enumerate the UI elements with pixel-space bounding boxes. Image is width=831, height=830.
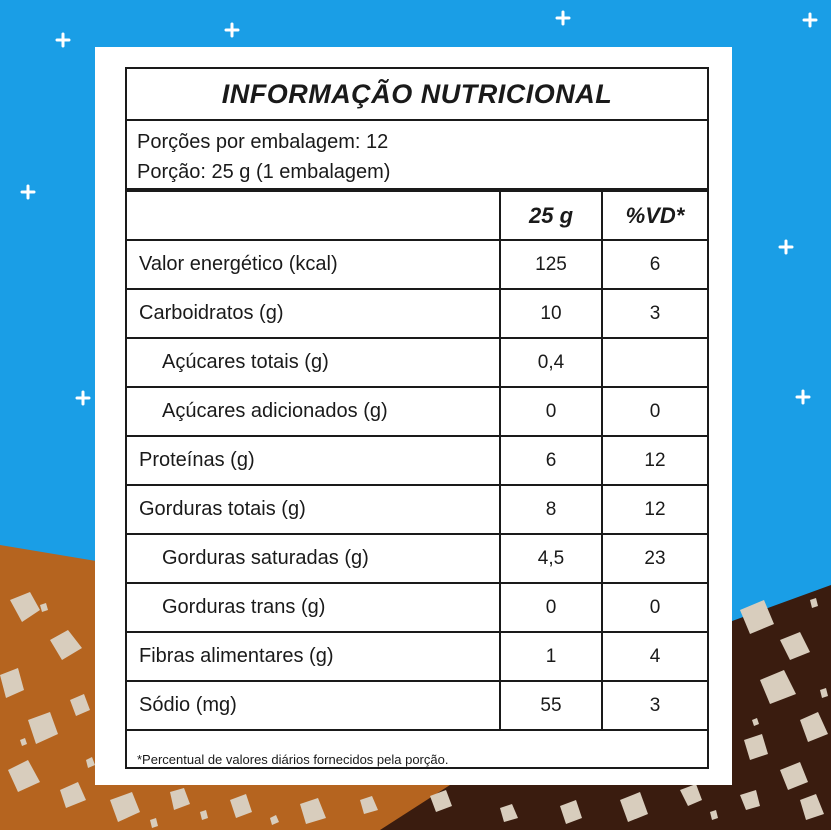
nutrient-name: Fibras alimentares (g) bbox=[127, 633, 499, 682]
nutrient-amount: 4,5 bbox=[499, 535, 603, 584]
nutrient-amount: 0,4 bbox=[499, 339, 603, 388]
nutrient-dv: 12 bbox=[603, 486, 707, 535]
nutrient-name: Açúcares totais (g) bbox=[127, 339, 499, 388]
nutrient-dv: 12 bbox=[603, 437, 707, 486]
nutrient-name: Proteínas (g) bbox=[127, 437, 499, 486]
nutrient-amount: 55 bbox=[499, 682, 603, 731]
nutrient-amount: 125 bbox=[499, 241, 603, 290]
portions-per-package: Porções por embalagem: 12 bbox=[137, 131, 389, 153]
nutrient-amount: 1 bbox=[499, 633, 603, 682]
nutrient-name: Gorduras saturadas (g) bbox=[127, 535, 499, 584]
nutrient-name: Sódio (mg) bbox=[127, 682, 499, 731]
nutrient-dv: 6 bbox=[603, 241, 707, 290]
nutrition-facts-label bbox=[125, 67, 709, 769]
header-dv: %VD* bbox=[603, 192, 707, 241]
nutrient-amount: 0 bbox=[499, 388, 603, 437]
nutrient-dv: 3 bbox=[603, 682, 707, 731]
nutrient-name: Valor energético (kcal) bbox=[127, 241, 499, 290]
nutrient-dv: 0 bbox=[603, 388, 707, 437]
portions-block bbox=[127, 121, 707, 192]
portion-size: Porção: 25 g (1 embalagem) bbox=[137, 161, 391, 183]
nutrient-name: Gorduras trans (g) bbox=[127, 584, 499, 633]
footnote: *Percentual de valores diários fornecidos pela porção. bbox=[137, 751, 449, 767]
nutrient-dv: 23 bbox=[603, 535, 707, 584]
header-amount: 25 g bbox=[499, 192, 603, 241]
nutrient-name: Gorduras totais (g) bbox=[127, 486, 499, 535]
nutrient-dv: 4 bbox=[603, 633, 707, 682]
nutrient-amount: 8 bbox=[499, 486, 603, 535]
nutrient-amount: 0 bbox=[499, 584, 603, 633]
nutrition-card bbox=[95, 47, 732, 785]
nutrient-name: Açúcares adicionados (g) bbox=[127, 388, 499, 437]
label-title: INFORMAÇÃO NUTRICIONAL bbox=[127, 69, 707, 121]
nutrient-table bbox=[127, 192, 707, 731]
nutrient-amount: 6 bbox=[499, 437, 603, 486]
nutrient-dv bbox=[603, 339, 707, 388]
header-blank bbox=[127, 192, 499, 241]
nutrient-name: Carboidratos (g) bbox=[127, 290, 499, 339]
nutrient-dv: 3 bbox=[603, 290, 707, 339]
nutrient-dv: 0 bbox=[603, 584, 707, 633]
nutrient-amount: 10 bbox=[499, 290, 603, 339]
